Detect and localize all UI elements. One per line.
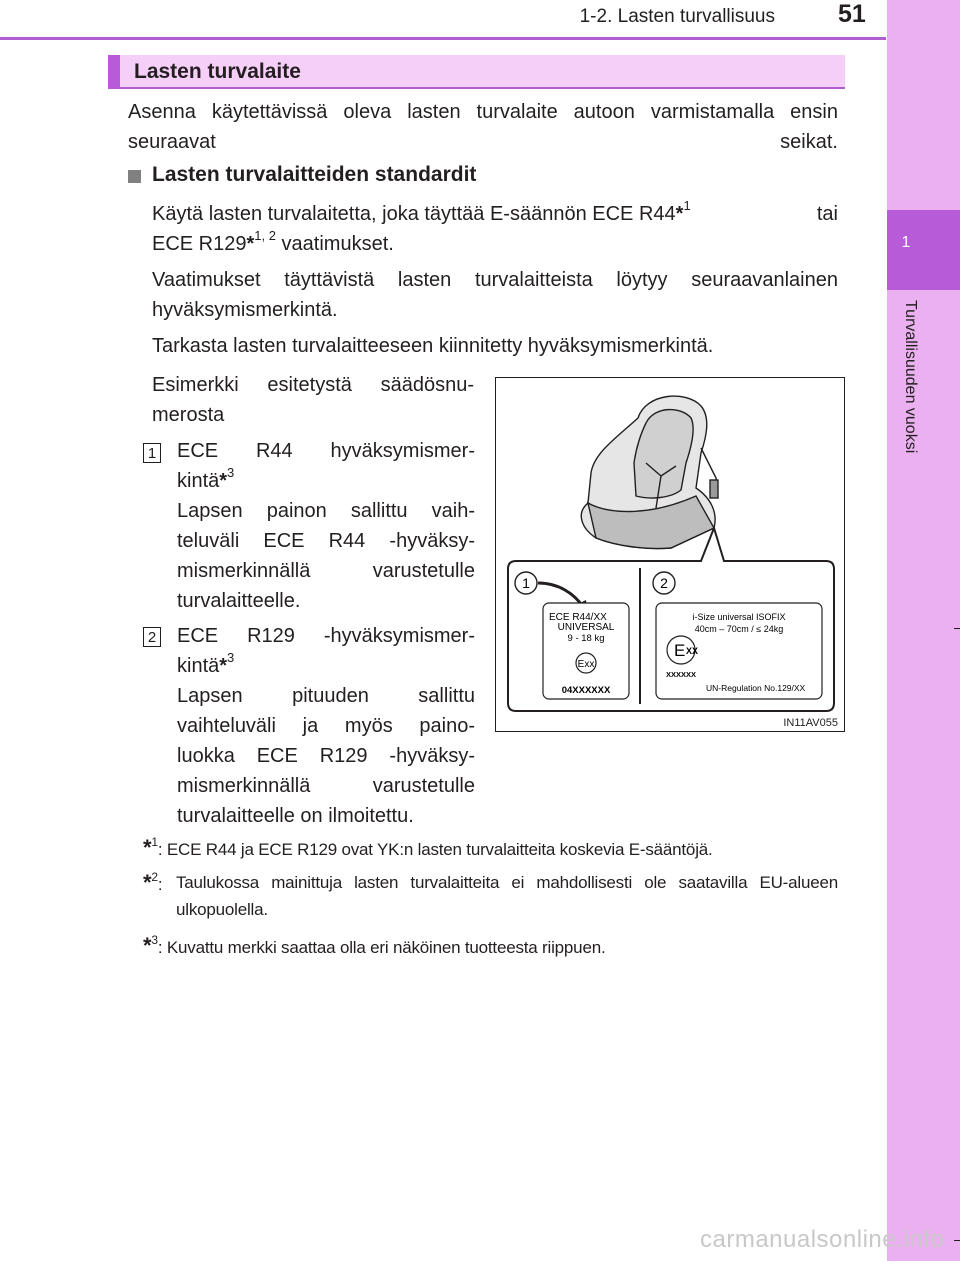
section-title: Lasten turvalaite xyxy=(134,60,301,83)
footnote-3-mark: 3 xyxy=(151,933,158,948)
footnote-1: *$^1$: ECE R44 ja ECE R129 ovat YK:n lasten turvalaitteita koskevia E-sääntöjä. xyxy=(143,835,713,860)
header-section-title: 1-2. Lasten turvallisuus xyxy=(579,6,775,27)
check-paragraph: Tarkasta lasten turvalaitteeseen kiinnitetty hyväksymismerkintä. xyxy=(152,335,714,357)
footnote-2-text: Taulukossa mainittuja lasten turvalaitteita ei mahdollisesti ole saatavilla EU-alueen ulkopuolella. xyxy=(176,873,838,919)
r129-regulation: UN-Regulation No.129/XX xyxy=(706,683,806,693)
example-paragraph: Esimerkki esitetystä säädösnu- merosta xyxy=(152,374,474,426)
figure-code: IN11AV055 xyxy=(783,717,838,729)
item-1-sup: 3 xyxy=(227,465,235,481)
p1-text-d: vaatimukset. xyxy=(281,233,394,255)
child-seat-illustration xyxy=(496,378,844,731)
footnote-star-icon: * xyxy=(143,933,152,958)
footnote-2: *$^2$: Taulukossa mainittuja lasten turvalaitteita ei mahdollisesti ole saatavilla EU-alueen ulkopuolella. xyxy=(143,869,838,923)
r129-label-line1: i-Size universal ISOFIX xyxy=(692,612,786,622)
footnote-3: *$^3$: Kuvattu merkki saattaa olla eri näköinen tuotteesta riippuen. xyxy=(143,933,606,958)
p1-sup-2: 1, 2 xyxy=(254,228,276,244)
standards-line-1 xyxy=(152,199,838,229)
r44-approval-number: 04XXXXXX xyxy=(561,685,611,696)
intro-paragraph: Asenna käytettävissä oleva lasten turvalaite autoon varmistamalla ensin seuraavat seikat. xyxy=(128,101,838,153)
watermark: carmanualsonline.info xyxy=(700,1226,944,1253)
p1-text-b: tai xyxy=(816,203,838,225)
page-number: 51 xyxy=(838,0,866,28)
footnote-3-text: Kuvattu merkki saattaa olla eri näköinen tuotteesta riippuen. xyxy=(166,938,606,957)
crop-mark xyxy=(954,1240,960,1241)
bullet-square-icon xyxy=(128,170,141,183)
standards-paragraph xyxy=(152,199,838,259)
chapter-title: Turvallisuuden vuoksi xyxy=(902,300,919,454)
p1-sup-1: 1 xyxy=(683,198,691,214)
item-number-2: 2 xyxy=(143,627,161,647)
item-2-description: Lapsen pituuden sallittu vaihteluväli ja myös paino- luokka ECE R129 -hyväksy- mismerkinnällä varustetulle turvalaitteelle on ilmoitettu. xyxy=(177,685,475,827)
chapter-tab-strip xyxy=(887,0,960,1261)
footnote-star-icon: * xyxy=(143,870,152,895)
header-rule xyxy=(0,37,886,40)
requirements-paragraph: Vaatimukset täyttävistä lasten turvalaitteista löytyy seuraavanlainen hyväksymismerkintä. xyxy=(152,269,838,321)
r44-label-line1: ECE R44/XX xyxy=(549,612,607,623)
p1-text-c: ECE R129 xyxy=(152,233,247,255)
footnote-star-icon: * xyxy=(143,835,152,860)
r129-e-mark: E xyxy=(674,641,686,660)
item-2-sup: 3 xyxy=(227,650,235,666)
footnote-star-icon: * xyxy=(219,470,228,492)
r44-label-line2: UNIVERSAL xyxy=(557,622,615,633)
r129-e-mark-xx: XX xyxy=(686,646,699,656)
standards-line-2 xyxy=(152,229,838,259)
r44-label-line3: 9 - 18 kg xyxy=(567,633,605,644)
r129-label-line2: 40cm – 70cm / ≤ 24kg xyxy=(694,624,784,634)
footnote-1-mark: 1 xyxy=(151,835,158,850)
subsection-heading: Lasten turvalaitteiden standardit xyxy=(152,163,477,186)
footnote-star-icon: * xyxy=(246,233,255,255)
footnote-star-icon: * xyxy=(219,655,228,677)
figure-callout-1: 1 xyxy=(522,575,530,591)
section-title-bar xyxy=(108,55,845,89)
figure-callout-2: 2 xyxy=(660,575,668,591)
p1-text-a: Käytä lasten turvalaitetta, joka täyttää E-säännön ECE R44 xyxy=(152,203,676,225)
footnote-star-icon: * xyxy=(675,203,684,225)
item-1-description: Lapsen painon sallittu vaih- teluväli ECE R44 -hyväksy- mismerkinnällä varustetulle turvalaitteelle. xyxy=(177,500,475,612)
child-seat-icon xyxy=(581,396,718,548)
item-2-title: ECE R129 -hyväksymismer- kintä*$^3$ xyxy=(177,625,475,677)
approval-label-figure xyxy=(495,377,845,732)
crop-mark xyxy=(954,628,960,629)
footnote-1-text: ECE R44 ja ECE R129 ovat YK:n lasten turvalaitteita koskevia E-sääntöjä. xyxy=(166,840,713,859)
item-1-title: ECE R44 hyväksymismer- kintä*$^3$ xyxy=(177,440,475,492)
r129-approval-number: XXXXXX xyxy=(666,670,697,679)
r44-e-mark: Exx xyxy=(577,659,595,670)
chapter-number: 1 xyxy=(901,234,911,251)
item-number-1: 1 xyxy=(143,443,161,463)
footnote-2-mark: 2 xyxy=(151,870,158,885)
